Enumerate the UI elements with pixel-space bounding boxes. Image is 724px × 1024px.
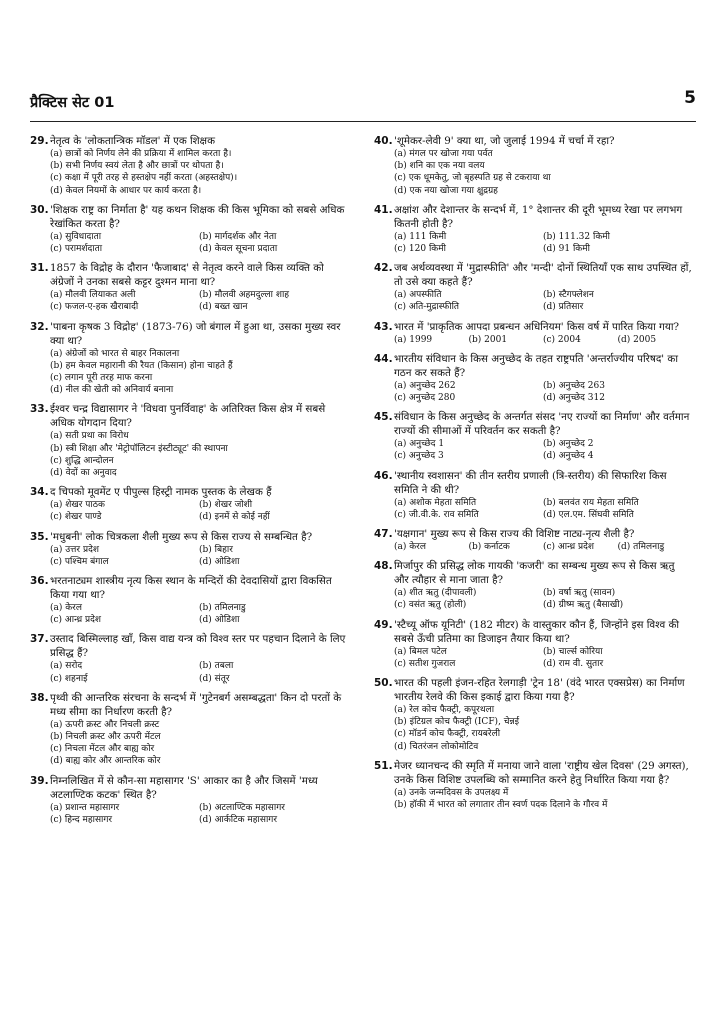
options-list (374, 787, 692, 811)
answer-option: (b) तबला (199, 661, 234, 672)
question-block (30, 402, 348, 479)
answer-option: (a) उत्तर प्रदेश (50, 544, 99, 555)
practice-set-title: प्रैक्टिस सेट 01 (30, 95, 115, 111)
answer-option: (b) स्टैगफ्लेशन (543, 290, 594, 301)
answer-option: (b) मौलवी अहमदुल्ला शाह (199, 290, 290, 301)
answer-option: (d) 91 किमी (543, 244, 590, 255)
question-block (374, 618, 692, 670)
options-list (374, 380, 692, 404)
answer-option: (c) अनुच्छेद 280 (394, 393, 456, 404)
question-block (374, 134, 692, 197)
question-text: 'स्टैच्यू ऑफ यूनिटी' (182 मीटर) के वास्तुकार कौन हैं, जिन्होंने इस विश्व की सबसे ऊँची प्रतिमा का डिजाइन तैयार किया था? (394, 618, 680, 645)
question-text: 'शिक्षक राष्ट्र का निर्माता है' यह कथन शिक्षक की किस भूमिका को सबसे अधिक रेखांकित करता है? (50, 203, 345, 230)
options-list (374, 497, 692, 521)
answer-option: (a) अनुच्छेद 1 (394, 439, 445, 450)
answer-option: (d) तमिलनाडु (617, 542, 665, 553)
answer-option: (c) अनुच्छेद 3 (394, 451, 444, 462)
answer-option: (d) आर्कटिक महासागर (199, 814, 278, 825)
answer-option: (d) एल.एम. सिंघवी समिति (543, 509, 634, 520)
question-block (374, 759, 692, 811)
answer-option: (b) 2001 (468, 334, 508, 345)
question-stem (374, 203, 692, 231)
answer-option: (d) राम वी. सुतार (543, 658, 604, 669)
answer-option: (a) शेखर पाठक (50, 500, 105, 511)
question-number: 44. (374, 352, 393, 365)
answer-option: (d) बाह्य कोर और आन्तरिक कोर (50, 756, 161, 767)
answer-option: (d) ओडिशा (199, 556, 240, 567)
question-number: 41. (374, 203, 393, 216)
question-number: 50. (374, 677, 393, 690)
answer-option: (a) सरोद (50, 661, 83, 672)
answer-option: (c) परामर्शदाता (50, 244, 103, 255)
question-block (374, 527, 692, 553)
question-block (30, 691, 348, 768)
question-stem (374, 676, 692, 704)
answer-option: (b) अनुच्छेद 2 (543, 439, 594, 450)
answer-option: (b) तमिलनाडु (199, 603, 246, 614)
answer-option: (a) 1999 (394, 334, 433, 345)
question-text: 'यक्षगान' मुख्य रूप से किस राज्य की विशिष्ट नाट्य-नृत्य शैली है? (394, 528, 635, 541)
question-stem (30, 261, 348, 289)
question-text: 'मधुबनी' लोक चित्रकला शैली मुख्य रूप से किस राज्य से सम्बन्धित है? (50, 530, 313, 543)
question-block (374, 469, 692, 521)
question-number: 37. (30, 633, 49, 646)
answer-option: (b) बलवंत राय मेहता समिति (543, 497, 639, 508)
answer-option: (a) 111 किमी (394, 231, 447, 242)
question-text: संविधान के किस अनुच्छेद के अन्तर्गत संसद 'नए राज्यों का निर्माण' और वर्तमान राज्यों की सीमाओं में परिवर्तन कर सकती है? (394, 411, 690, 438)
answer-option: (d) अनुच्छेद 4 (543, 451, 594, 462)
question-number: 47. (374, 528, 393, 541)
answer-option: (d) एक नया खोजा गया क्षुद्रग्रह (394, 185, 498, 196)
question-text: द चिपको मूवमेंट ए पीपुल्स हिस्ट्री नामक पुस्तक के लेखक हैं (50, 486, 272, 499)
answer-option: (b) चार्ल्स कोरिया (543, 646, 603, 657)
answer-option: (c) जी.वी.के. राव समिति (394, 509, 479, 520)
answer-option: (b) 111.32 किमी (543, 231, 610, 242)
question-block (30, 320, 348, 397)
answer-option: (c) निचला मेंटल और बाह्य कोर (50, 744, 155, 755)
answer-option: (b) हम केवल महारानी की रैयत (किसान) होना चाहते हैं (50, 360, 233, 371)
question-text: पृथ्वी की आन्तरिक संरचना के सन्दर्भ में 'गुटेनबर्ग असम्बद्धता' किन दो परतों के मध्य सीमा का निर्धारण करती है? (50, 691, 342, 718)
question-block (374, 559, 692, 611)
question-text: भारत में 'प्राकृतिक आपदा प्रबन्धन अधिनियम' किस वर्ष में पारित किया गया? (394, 320, 680, 333)
options-list (374, 704, 692, 753)
question-block (30, 134, 348, 197)
answer-option: (b) स्त्री शिक्षा और 'मेट्रोपॉलिटन इंस्टीट्यूट' की स्थापना (50, 443, 228, 454)
question-number: 51. (374, 759, 393, 772)
options-list (30, 148, 348, 197)
answer-option: (c) शुद्धि आन्दोलन (50, 455, 114, 466)
answer-option: (d) ओडिशा (199, 615, 240, 626)
page-number: 5 (684, 88, 696, 108)
question-number: 43. (374, 320, 393, 333)
question-block (374, 410, 692, 462)
options-list (374, 334, 692, 346)
answer-option: (a) प्रशान्त महासागर (50, 802, 120, 813)
question-block (374, 352, 692, 404)
answer-option: (a) सती प्रथा का विरोध (50, 431, 129, 442)
answer-option: (a) शीत ऋतु (दीपावली) (394, 588, 477, 599)
question-stem (374, 559, 692, 587)
answer-option: (a) केरल (50, 603, 82, 614)
question-number: 33. (30, 403, 49, 416)
options-list (374, 646, 692, 670)
options-list (374, 231, 692, 255)
answer-option: (c) 120 किमी (394, 244, 446, 255)
question-block (30, 632, 348, 684)
answer-option: (d) केवल नियमों के आधार पर कार्य करता है। (50, 185, 202, 196)
answer-option: (c) कक्षा में पूरी तरह से हस्तक्षेप नहीं करता (अहस्तक्षेप)। (50, 173, 238, 184)
answer-option: (a) रेल कोच फैक्ट्री, कपूरथला (394, 705, 495, 716)
answer-option: (d) 2005 (617, 334, 657, 345)
question-stem (374, 320, 692, 334)
answer-option: (b) सभी निर्णय स्वयं लेता है और छात्रों पर थोपता है। (50, 161, 224, 172)
answer-option: (b) हॉकी में भारत को लगातार तीन स्वर्ण पदक दिलाने के गौरव में (394, 800, 608, 811)
question-stem (30, 574, 348, 602)
options-list (30, 802, 348, 826)
answer-option: (d) बख्त खान (199, 302, 248, 313)
question-number: 39. (30, 774, 49, 787)
answer-option: (c) लगान पूरी तरह माफ करना (50, 373, 153, 384)
options-list (30, 719, 348, 768)
question-stem (30, 203, 348, 231)
question-block (374, 261, 692, 313)
options-list (374, 587, 692, 611)
left-column (30, 134, 348, 832)
answer-option: (a) मंगल पर खोजा गया पर्वत (394, 149, 493, 159)
answer-option: (b) शनि का एक नया वलय (394, 161, 485, 172)
question-text: 1857 के विद्रोह के दौरान 'फैजाबाद' से नेतृत्व करने वाले किस व्यक्ति को अंग्रेजों ने उनका सबसे कट्टर दुश्मन माना था? (50, 262, 324, 289)
question-block (30, 485, 348, 523)
answer-option: (c) 2004 (543, 334, 581, 345)
answer-option: (c) फजल-ए-हक खैराबादी (50, 302, 139, 313)
question-number: 36. (30, 575, 49, 588)
question-block (374, 203, 692, 255)
question-block (30, 261, 348, 313)
question-stem (30, 774, 348, 802)
answer-option: (a) अंग्रेजों को भारत से बाहर निकालना (50, 348, 180, 359)
options-list (30, 499, 348, 523)
answer-option: (b) निचली क्रस्ट और ऊपरी मेंटल (50, 732, 161, 743)
answer-option: (b) कर्नाटक (468, 542, 510, 553)
question-stem (30, 320, 348, 348)
question-stem (30, 485, 348, 499)
answer-option: (c) शहनाई (50, 673, 88, 684)
answer-option: (b) अनुच्छेद 263 (543, 380, 605, 391)
question-text: भारत की पहली इंजन-रहित रेलगाड़ी 'ट्रेन 18' (वंदे भारत एक्सप्रेस) का निर्माण भारतीय रेलवे की किस इकाई द्वारा किया गया है? (394, 677, 685, 704)
answer-option: (c) शेखर पाण्डे (50, 512, 102, 523)
question-stem (30, 632, 348, 660)
answer-option: (a) बिमल पटेल (394, 646, 447, 657)
answer-option: (b) अटलाण्टिक महासागर (199, 802, 285, 813)
question-number: 35. (30, 530, 49, 543)
header-divider (30, 121, 696, 122)
answer-option: (c) एक धूमकेतु, जो बृहस्पति ग्रह से टकराया था (394, 173, 551, 184)
answer-option: (c) मॉडर्न कोच फैक्ट्री, रायबरेली (394, 729, 501, 740)
answer-option: (c) वसंत ऋतु (होली) (394, 600, 467, 611)
question-text: मेजर ध्यानचन्द की स्मृति में मनाया जाने वाला 'राष्ट्रीय खेल दिवस' (29 अगस्त), उनके किस विशिष्ट उपलब्धि को सम्मानित करने हेतु निर्धारित किया गया है? (394, 759, 689, 786)
answer-option: (a) अपस्फीति (394, 290, 442, 301)
options-list (30, 289, 348, 313)
question-text: उस्ताद बिस्मिल्लाह खाँ, किस वाद्य यन्त्र को विश्व स्तर पर पहचान दिलाने के लिए प्रसिद्ध हैं? (50, 633, 346, 660)
question-block (30, 203, 348, 255)
answer-option: (d) चितरंजन लोकोमोटिव (394, 741, 479, 752)
question-text: निम्नलिखित में से कौन-सा महासागर 'S' आकार का है और जिसमें 'मध्य अटलाण्टिक कटक' स्थित है? (50, 774, 318, 801)
question-text: मिर्जापुर की प्रसिद्ध लोक गायकी 'कजरी' का सम्बन्ध मुख्य रूप से किस ऋतु और त्यौहार से माना जाता है? (394, 560, 675, 587)
question-number: 31. (30, 262, 49, 275)
question-stem (374, 469, 692, 497)
question-stem (374, 410, 692, 438)
answer-option: (a) ऊपरी क्रस्ट और निचली क्रस्ट (50, 719, 160, 730)
question-block (374, 320, 692, 346)
question-number: 40. (374, 135, 393, 147)
question-stem (374, 261, 692, 289)
options-list (30, 602, 348, 626)
answer-option: (b) शेखर जोशी (199, 500, 253, 511)
question-number: 46. (374, 469, 393, 482)
question-number: 45. (374, 411, 393, 424)
answer-option: (c) आन्ध्र प्रदेश (50, 615, 102, 626)
options-list (30, 544, 348, 568)
answer-option: (d) नील की खेती को अनिवार्य बनाना (50, 385, 174, 396)
answer-option: (a) मौलवी लियाकत अली (50, 290, 136, 301)
question-stem (30, 134, 348, 148)
question-stem (374, 618, 692, 646)
answer-option: (b) मार्गदर्शक और नेता (199, 231, 277, 242)
question-number: 49. (374, 618, 393, 631)
question-text: 'स्थानीय स्वशासन' की तीन स्तरीय प्रणाली (त्रि-स्तरीय) की सिफारिश किस समिति ने की थी? (394, 469, 667, 496)
question-number: 38. (30, 691, 49, 704)
question-stem (30, 691, 348, 719)
answer-option: (a) केरल (394, 542, 426, 553)
question-number: 48. (374, 560, 393, 573)
question-block (374, 676, 692, 753)
answer-option: (c) पश्चिम बंगाल (50, 556, 109, 567)
question-block (30, 574, 348, 626)
question-stem (374, 759, 692, 787)
question-stem (30, 530, 348, 544)
answer-option: (b) बिहार (199, 544, 233, 555)
answer-option: (a) अशोक मेहता समिति (394, 497, 477, 508)
answer-option: (d) संतूर (199, 673, 230, 684)
question-stem (374, 527, 692, 541)
right-column (374, 134, 692, 817)
options-list (374, 289, 692, 313)
question-text: 'पाबना कृषक 3 विद्रोह' (1873-76) जो बंगाल में हुआ था, उसका मुख्य स्वर क्या था? (50, 320, 341, 347)
answer-option: (c) सतीश गुजराल (394, 658, 456, 669)
question-stem (374, 134, 692, 148)
options-list (30, 430, 348, 479)
question-text: जब अर्थव्यवस्था में 'मुद्रास्फीति' और 'मन्दी' दोनों स्थितियाँ एक साथ उपस्थित हों, तो उसे क्या कहते हैं? (394, 262, 692, 289)
question-text: अक्षांश और देशान्तर के सन्दर्भ में, 1° देशान्तर की दूरी भूमध्य रेखा पर लगभग कितनी होती है? (394, 203, 683, 230)
answer-option: (d) केवल सूचना प्रदाता (199, 244, 278, 255)
question-text: ईश्वर चन्द्र विद्यासागर ने 'विधवा पुनर्विवाह' के अतिरिक्त किस क्षेत्र में सबसे अधिक योगदान दिया? (50, 403, 326, 430)
question-number: 29. (30, 135, 49, 147)
answer-option: (d) इनमें से कोई नहीं (199, 512, 270, 523)
answer-option: (b) वर्षा ऋतु (सावन) (543, 588, 616, 599)
answer-option: (a) छात्रों को निर्णय लेने की प्रक्रिया में शामिल करता है। (50, 149, 232, 159)
answer-option: (c) हिन्द महासागर (50, 814, 113, 825)
answer-option: (d) ग्रीष्म ऋतु (बैसाखी) (543, 600, 624, 611)
options-list (374, 148, 692, 197)
question-number: 34. (30, 486, 49, 499)
question-text: 'शूमेकर-लेवी 9' क्या था, जो जुलाई 1994 में चर्चा में रहा? (394, 135, 615, 147)
question-text: भरतनाट्यम शास्त्रीय नृत्य किस स्थान के मन्दिरों की देवदासियों द्वारा विकसित किया गया था? (50, 575, 332, 602)
question-number: 42. (374, 262, 393, 275)
options-list (374, 438, 692, 462)
question-stem (30, 402, 348, 430)
answer-option: (a) अनुच्छेद 262 (394, 380, 456, 391)
question-number: 32. (30, 320, 49, 333)
options-list (374, 541, 692, 553)
question-text: नेतृत्व के 'लोकतान्त्रिक मॉडल' में एक शिक्षक (50, 135, 215, 147)
options-list (30, 660, 348, 684)
question-block (30, 774, 348, 826)
question-number: 30. (30, 203, 49, 216)
answer-option: (a) उनके जन्मदिवस के उपलक्ष्य में (394, 787, 509, 798)
question-stem (374, 352, 692, 380)
answer-option: (c) अति-मुद्रास्फीति (394, 302, 460, 313)
page-header (30, 88, 696, 116)
answer-option: (d) वेदों का अनुवाद (50, 468, 117, 479)
options-list (30, 348, 348, 397)
answer-option: (b) इंटिग्रल कोच फैक्ट्री (ICF), चेन्नई (394, 717, 520, 728)
answer-option: (a) सुविधादाता (50, 231, 102, 242)
options-list (30, 231, 348, 255)
answer-option: (d) प्रतिसार (543, 302, 584, 313)
answer-option: (c) आन्ध्र प्रदेश (543, 542, 595, 553)
answer-option: (d) अनुच्छेद 312 (543, 393, 605, 404)
question-block (30, 530, 348, 568)
question-text: भारतीय संविधान के किस अनुच्छेद के तहत राष्ट्रपति 'अन्तर्राज्यीय परिषद' का गठन कर सकते हैं? (394, 352, 678, 379)
